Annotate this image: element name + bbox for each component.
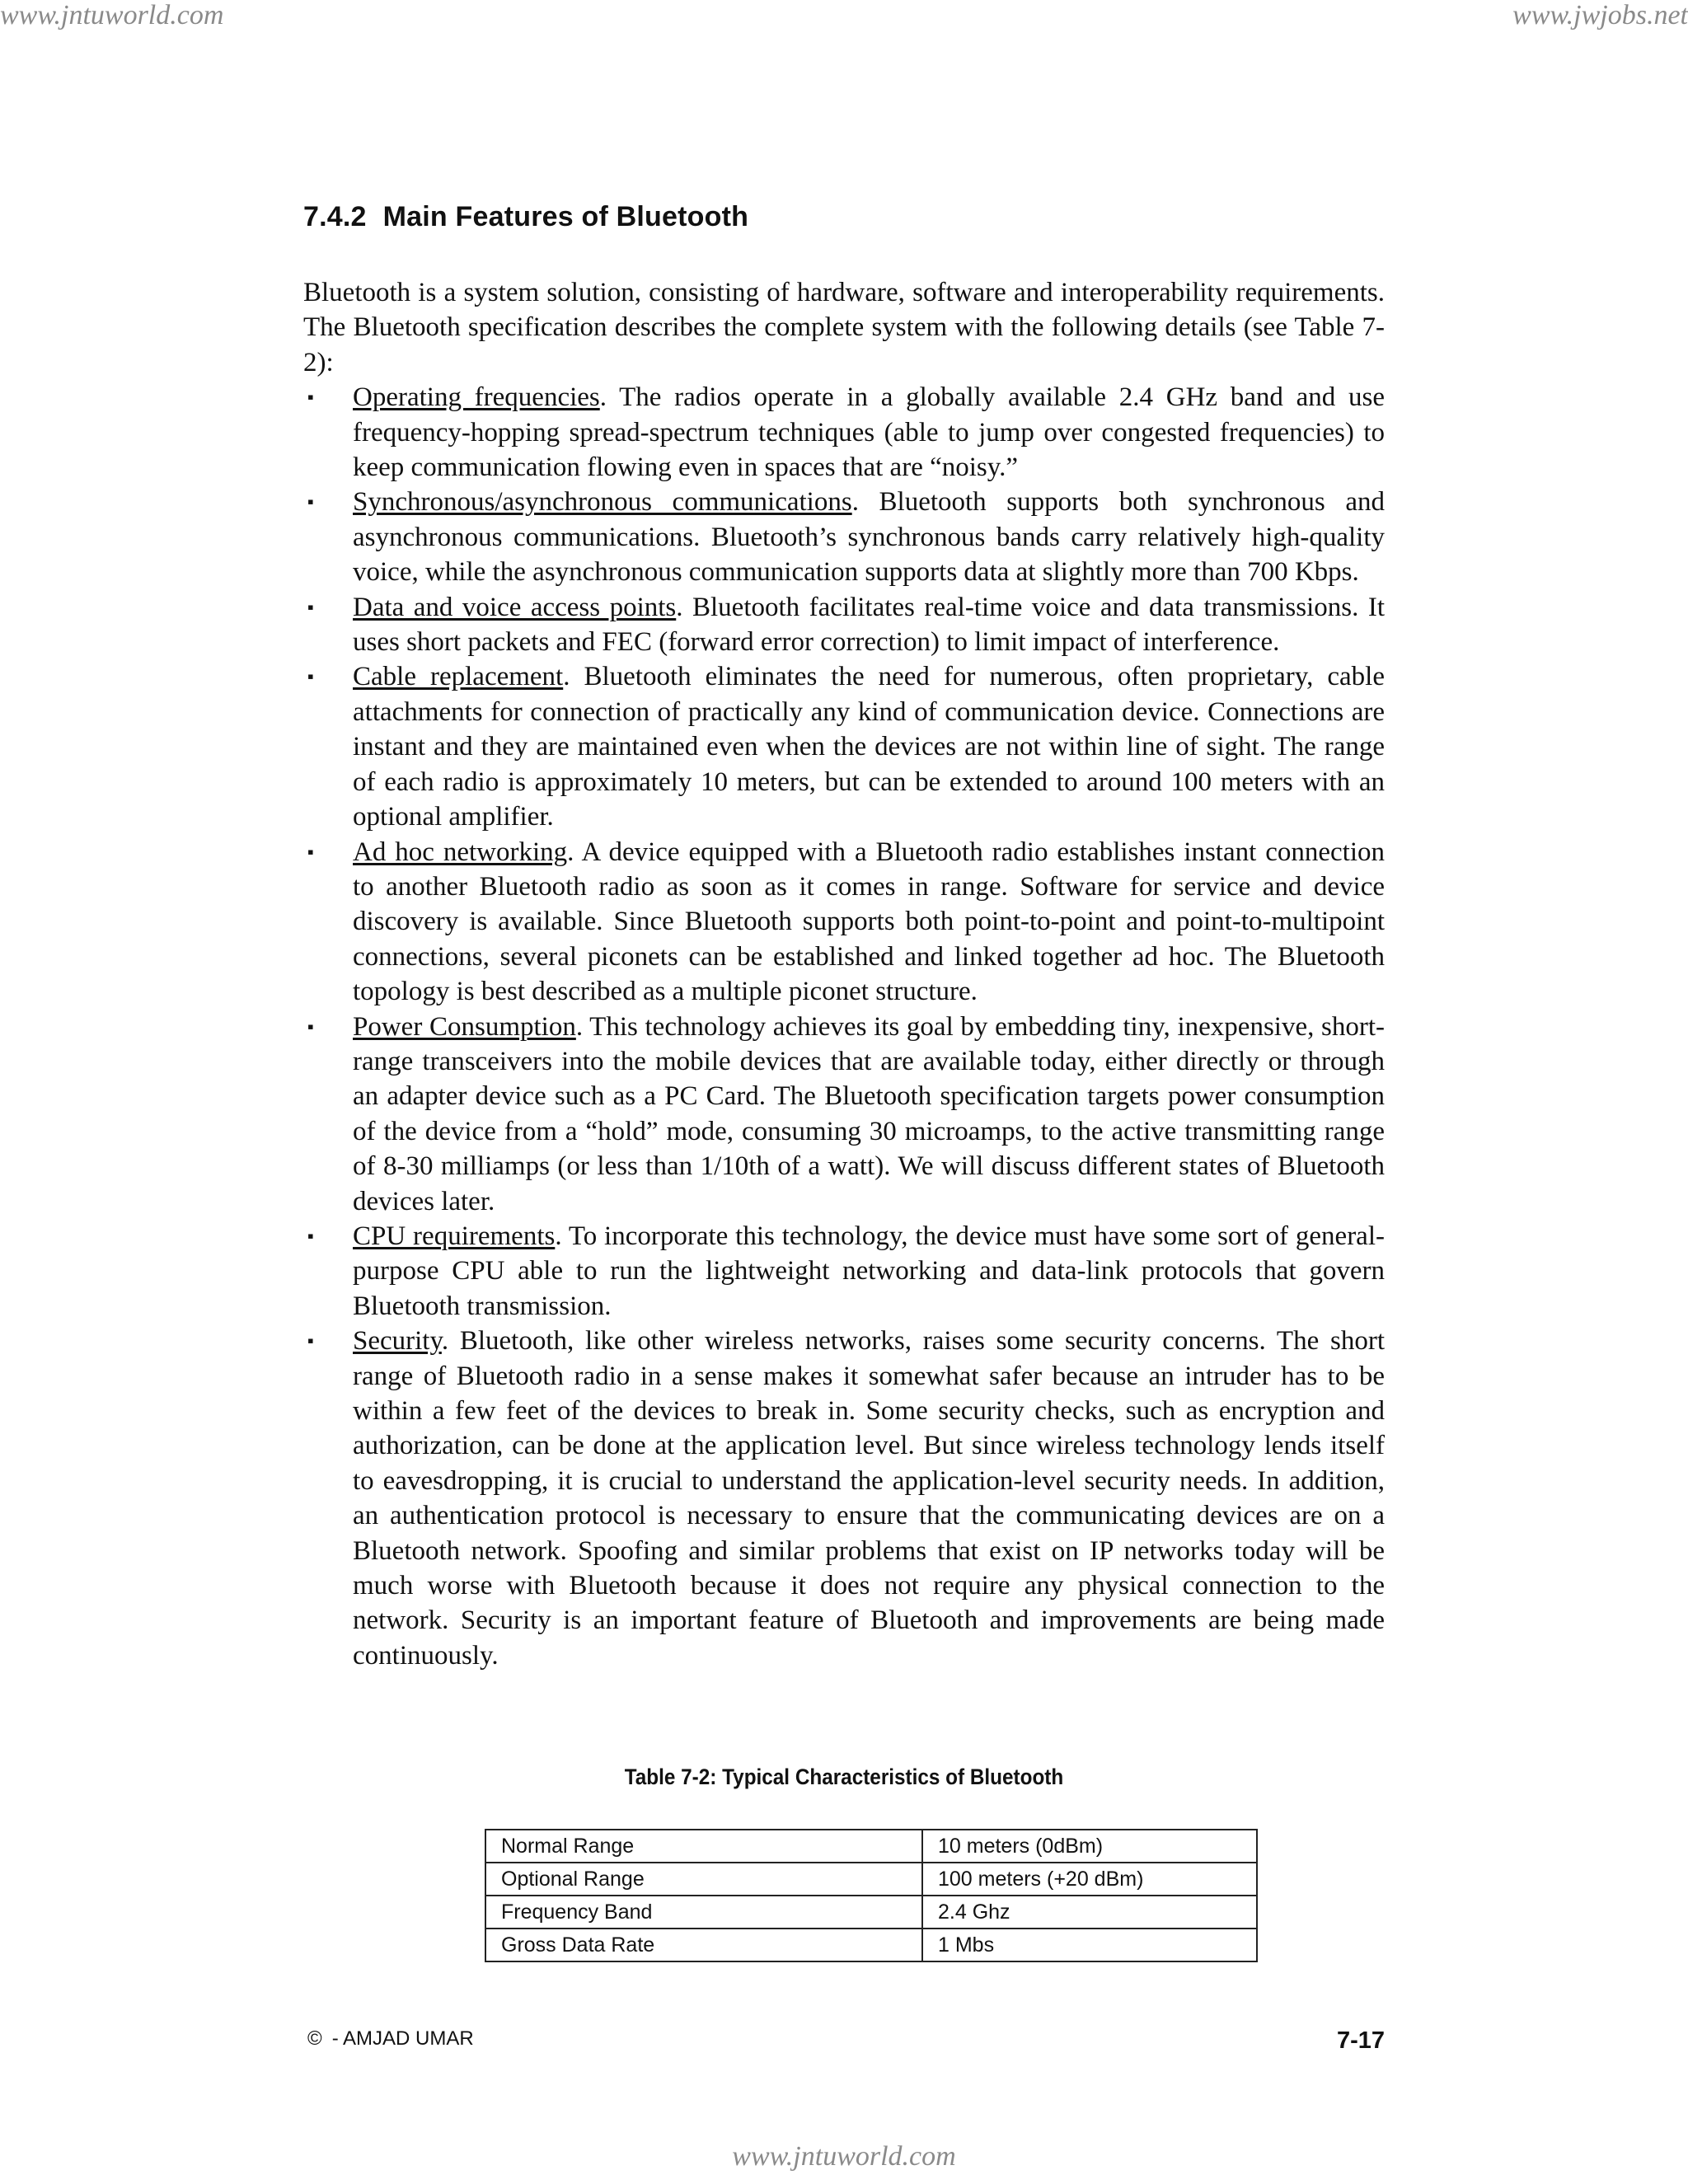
table-row bbox=[485, 1929, 1257, 1961]
feature-description: . A device equipped with a Bluetooth radio establishes instant connection to another Bluetooth radio as soon as it comes in range. Software for service and device discovery is available. Since Bluetooth supports both point-to-point and point-to-multipoint connections, several piconets can be established and linked together ad hoc. The Bluetooth topology is best described as a multiple piconet structure. bbox=[353, 837, 1385, 1007]
feature-term: Ad hoc networking bbox=[353, 837, 568, 867]
bullet-icon: ▪ bbox=[307, 841, 314, 862]
feature-term: Power Consumption bbox=[353, 1011, 576, 1042]
table-cell-value: 1 Mbs bbox=[922, 1929, 1257, 1961]
watermark-top-right: www.jwjobs.net bbox=[1512, 0, 1688, 30]
feature-list bbox=[303, 380, 1385, 1673]
section-title: Main Features of Bluetooth bbox=[382, 201, 749, 232]
page-number: 7-17 bbox=[1336, 2027, 1385, 2054]
bullet-icon: ▪ bbox=[307, 1330, 314, 1352]
table-cell-label: Normal Range bbox=[485, 1830, 922, 1863]
intro-paragraph: Bluetooth is a system solution, consisting of hardware, software and interoperability requirements. The Bluetooth specification describes the complete system with the following details (see Table 7-2): bbox=[303, 278, 1385, 377]
feature-term: Synchronous/asynchronous communications bbox=[353, 487, 852, 518]
table-cell-label: Frequency Band bbox=[485, 1896, 922, 1929]
feature-term: Security bbox=[353, 1326, 442, 1357]
table-cell-value: 100 meters (+20 dBm) bbox=[922, 1863, 1257, 1896]
table-cell-value: 2.4 Ghz bbox=[922, 1896, 1257, 1929]
section-number: 7.4.2 bbox=[303, 201, 367, 232]
table-row bbox=[485, 1896, 1257, 1929]
footer-copyright bbox=[307, 2027, 474, 2050]
list-item bbox=[303, 590, 1385, 660]
bullet-icon: ▪ bbox=[307, 596, 314, 617]
watermark-top-left: www.jntuworld.com bbox=[0, 0, 224, 30]
feature-term: Cable replacement bbox=[353, 662, 564, 692]
bullet-icon: ▪ bbox=[307, 1015, 314, 1037]
list-item bbox=[303, 485, 1385, 589]
list-item bbox=[303, 835, 1385, 1010]
feature-description: . To incorporate this technology, the device must have some sort of general-purpose CPU able to run the lightweight networking and data-link protocols that govern Bluetooth transmission. bbox=[353, 1221, 1385, 1321]
table-cell-label: Gross Data Rate bbox=[485, 1929, 922, 1961]
list-item bbox=[303, 659, 1385, 834]
feature-term: Data and voice access points bbox=[353, 592, 677, 622]
characteristics-table bbox=[485, 1829, 1258, 1962]
table-row bbox=[485, 1863, 1257, 1896]
bullet-icon: ▪ bbox=[307, 387, 314, 408]
feature-description: . Bluetooth supports both synchronous and asynchronous communications. Bluetooth’s synchronous bands carry relatively high-quality voice, while the asynchronous communication supports data at slightly more than 700 Kbps. bbox=[353, 487, 1385, 588]
feature-description: . Bluetooth, like other wireless networks, raises some security concerns. The short range of Bluetooth radio in a sense makes it somewhat safer because an intruder has to be within a few feet of the devices to break in. Some security checks, such as encryption and authorization, can be done at the application level. But since wireless technology lends itself to eavesdropping, it is crucial to understand the application-level security needs. In addition, an authentication protocol is necessary to ensure that the communicating devices are on a Bluetooth network. Spoofing and similar problems that exist on IP networks today will be much worse with Bluetooth because it does not require any physical connection to the network. Security is an important feature of Bluetooth and improvements are being made continuously. bbox=[353, 1326, 1385, 1671]
list-item bbox=[303, 1010, 1385, 1219]
feature-term: CPU requirements bbox=[353, 1221, 556, 1251]
list-item bbox=[303, 380, 1385, 485]
watermark-bottom: www.jntuworld.com bbox=[732, 2141, 956, 2172]
feature-term: Operating frequencies bbox=[353, 382, 600, 413]
feature-description: . Bluetooth eliminates the need for numerous, often proprietary, cable attachments for connection of practically any kind of communication device. Connections are instant and they are maintained even when the devices are not within line of sight. The range of each radio is approximately 10 meters, but can be extended to around 100 meters with an optional amplifier. bbox=[353, 662, 1385, 832]
feature-description: . Bluetooth facilitates real-time voice and data transmissions. It uses short packets and FEC (forward error correction) to limit impact of interference. bbox=[353, 592, 1385, 658]
feature-description: . This technology achieves its goal by embedding tiny, inexpensive, short-range transceivers into the mobile devices that are available today, either directly or through an adapter device such as a PC Card. The Bluetooth specification targets power consumption of the device from a “hold” mode, consuming 30 microamps, to the active transmitting range of 8-30 milliamps (or less than 1/10th of a watt). We will discuss different states of Bluetooth devices later. bbox=[353, 1011, 1386, 1216]
feature-description: . The radios operate in a globally available 2.4 GHz band and use frequency-hopping spread-spectrum techniques (able to jump over congested frequencies) to keep communication flowing even in spaces that are “noisy.” bbox=[353, 382, 1385, 483]
copyright-icon: © bbox=[307, 2027, 322, 2050]
table-cell-label: Optional Range bbox=[485, 1863, 922, 1896]
table-caption: Table 7-2: Typical Characteristics of Bluetooth bbox=[624, 1765, 1064, 1789]
table-row bbox=[485, 1830, 1257, 1863]
footer-author: - AMJAD UMAR bbox=[331, 2027, 474, 2050]
table-cell-value: 10 meters (0dBm) bbox=[922, 1830, 1257, 1863]
section-heading bbox=[303, 201, 748, 233]
bullet-icon: ▪ bbox=[307, 1225, 314, 1246]
bullet-icon: ▪ bbox=[307, 666, 314, 687]
bullet-icon: ▪ bbox=[307, 491, 314, 513]
list-item bbox=[303, 1324, 1385, 1673]
body-text bbox=[303, 275, 1385, 1673]
list-item bbox=[303, 1219, 1385, 1324]
